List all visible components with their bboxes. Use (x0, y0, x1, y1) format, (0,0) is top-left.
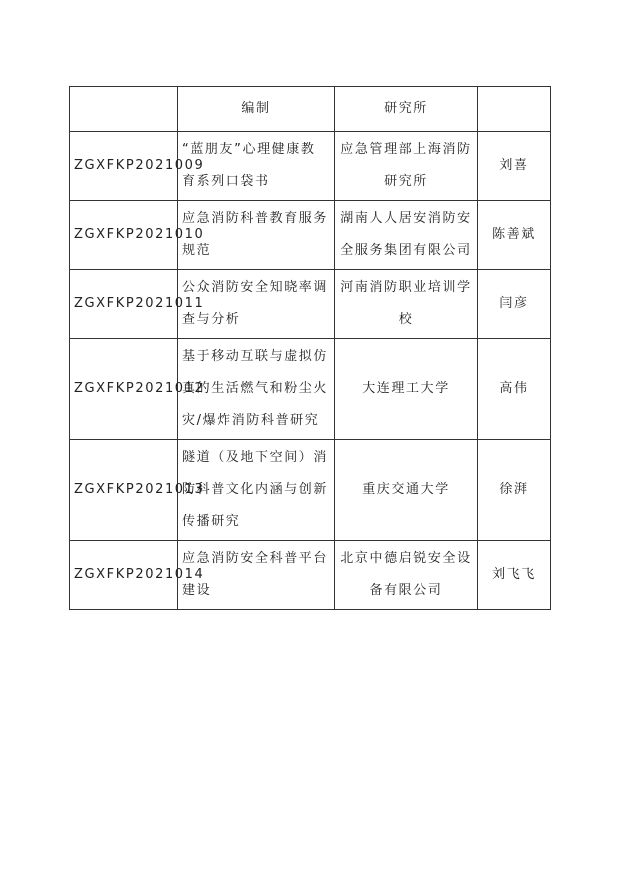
table-row (70, 339, 551, 440)
header-person-cell (478, 87, 551, 132)
project-id: ZGXFKP2021014 (70, 541, 178, 610)
table-row (70, 132, 551, 201)
project-name: 应急消防科普教育服务规范 (178, 201, 335, 270)
project-name: “蓝朋友”心理健康教育系列口袋书 (178, 132, 335, 201)
project-id: ZGXFKP2021012 (70, 339, 178, 440)
table-row (70, 201, 551, 270)
header-id-cell (70, 87, 178, 132)
project-unit: 应急管理部上海消防研究所 (335, 132, 478, 201)
project-person: 高伟 (478, 339, 551, 440)
project-unit: 北京中德启锐安全设备有限公司 (335, 541, 478, 610)
header-unit-cell: 研究所 (335, 87, 478, 132)
project-id: ZGXFKP2021013 (70, 440, 178, 541)
project-person: 刘喜 (478, 132, 551, 201)
table-row (70, 541, 551, 610)
project-name: 基于移动互联与虚拟仿真的生活燃气和粉尘火灾/爆炸消防科普研究 (178, 339, 335, 440)
project-unit: 河南消防职业培训学校 (335, 270, 478, 339)
table-row (70, 270, 551, 339)
project-unit: 重庆交通大学 (335, 440, 478, 541)
project-name: 公众消防安全知晓率调查与分析 (178, 270, 335, 339)
project-table (69, 86, 551, 610)
table-header-row (70, 87, 551, 132)
table-row (70, 440, 551, 541)
project-unit: 湖南人人居安消防安全服务集团有限公司 (335, 201, 478, 270)
project-id: ZGXFKP2021009 (70, 132, 178, 201)
project-id: ZGXFKP2021010 (70, 201, 178, 270)
project-unit: 大连理工大学 (335, 339, 478, 440)
project-id: ZGXFKP2021011 (70, 270, 178, 339)
project-person: 刘飞飞 (478, 541, 551, 610)
project-name: 隧道（及地下空间）消防科普文化内涵与创新传播研究 (178, 440, 335, 541)
project-person: 陈善斌 (478, 201, 551, 270)
project-person: 闫彦 (478, 270, 551, 339)
header-name-cell: 编制 (178, 87, 335, 132)
project-name: 应急消防安全科普平台建设 (178, 541, 335, 610)
project-person: 徐湃 (478, 440, 551, 541)
